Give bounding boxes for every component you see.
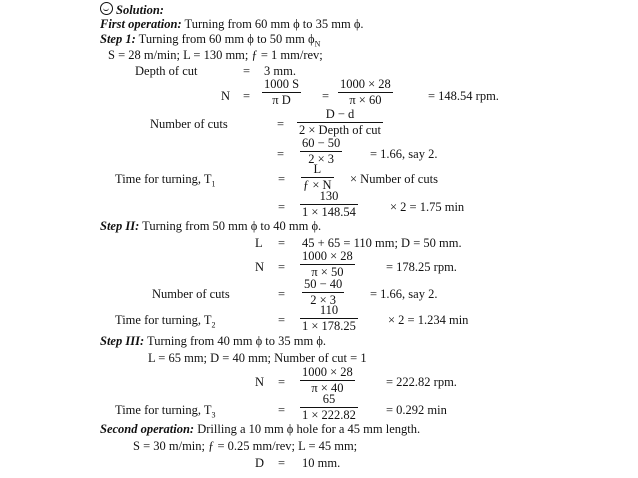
time-multiplier: × Number of cuts [350,172,438,186]
step3-params: L = 65 mm; D = 40 mm; Number of cut = 1 [148,351,367,365]
time2-label: Time for turning, $T_2$ [115,313,216,330]
cuts-result: = 1.66, say 2. [370,147,438,161]
first-operation-line [100,17,364,32]
depth-of-cut-value: 3 mm. [264,64,296,78]
solution-heading: Solution: [100,2,164,18]
time3-label: Time for turning, $T_3$ [115,403,216,420]
n2-label: N [255,260,265,274]
step3-text: Turning from 40 mm ϕ to 35 mm ϕ. [147,334,327,348]
time2-result: × 2 = 1.234 min [388,313,469,327]
equals-sign: = [243,89,251,103]
step1-subscript: N [314,39,321,49]
step3-line [100,334,326,349]
first-operation-text: Turning from 60 mm ϕ to 35 mm ϕ. [184,17,364,31]
equals-sign: = [278,313,286,327]
n2-result: = 178.25 rpm. [386,260,457,274]
equals-sign: = [278,236,286,250]
time1-label: Time for turning, $T_1$ [115,172,216,189]
step1-params: S = 28 m/min; L = 130 mm; ƒ = 1 mm/rev; [108,48,323,62]
time3-result: = 0.292 min [386,403,447,417]
cuts2-label: Number of cuts [152,287,230,301]
n-label: N [221,89,231,103]
equals-sign: = [278,200,286,214]
equals-sign: = [278,456,286,470]
equals-sign: = [278,375,286,389]
step2-line [100,219,321,234]
equals-sign: = [277,147,285,161]
equals-sign: = [278,403,286,417]
l-value: 45 + 65 = 110 mm; D = 50 mm. [302,236,462,250]
l-label: L [255,236,263,250]
d-value: 10 mm. [302,456,341,470]
equals-sign: = [278,260,286,274]
equals-sign: = [322,89,330,103]
time3-fraction: $\frac{65}{1 \times 222.82}$ [302,392,356,422]
n-substitution-fraction: $\frac{1000 \times 28}{\pi \times 60}$ [340,77,391,107]
time1-substitution-fraction: $\frac{130}{1 \times 148.54}$ [302,189,356,219]
n2-fraction: $\frac{1000 \times 28}{\pi \times 50}$ [302,249,353,279]
cuts-label: Number of cuts [150,117,228,131]
second-operation-text: Drilling a 10 mm ϕ hole for a 45 mm length. [197,422,421,436]
step2-label: Step II: [100,219,140,233]
first-operation-label: First operation: [100,17,182,31]
n3-fraction: $\frac{1000 \times 28}{\pi \times 40}$ [302,365,353,395]
n3-label: N [255,375,265,389]
step1-label: Step 1: [100,32,136,46]
n-result: = 148.54 rpm. [428,89,499,103]
cuts2-fraction: $\frac{50 - 40}{2 \times 3}$ [304,277,343,307]
depth-of-cut-label: Depth of cut [135,64,198,78]
second-operation-line [100,422,420,437]
equals-sign: = [243,64,251,78]
smile-icon [100,2,113,15]
d-label: D [255,456,265,470]
n3-result: = 222.82 rpm. [386,375,457,389]
equals-sign: = [278,172,286,186]
time2-fraction: $\frac{110}{1 \times 178.25}$ [302,303,356,333]
n-formula-fraction: $\frac{1000 S}{\text{π D}}$ [264,77,300,107]
step2-text: Turning from 50 mm ϕ to 40 mm ϕ. [142,219,322,233]
equals-sign: = [277,117,285,131]
cuts-formula-fraction: D − d 2 × Depth of cut [299,107,382,137]
equals-sign: = [278,287,286,301]
cuts-substitution-fraction: $\frac{60 - 50}{2 \times 3}$ [302,136,341,166]
step1-text: Turning from 60 mm ϕ to 50 mm ϕ [138,32,315,46]
time1-result: × 2 = 1.75 min [390,200,465,214]
second-operation-params: S = 30 m/min; ƒ = 0.25 mm/rev; L = 45 mm; [133,439,358,453]
time-formula-fraction: $\frac{L}{ƒ \times N}$ [303,162,332,192]
second-operation-label: Second operation: [100,422,195,436]
cuts2-result: = 1.66, say 2. [370,287,438,301]
step3-label: Step III: [100,334,145,348]
